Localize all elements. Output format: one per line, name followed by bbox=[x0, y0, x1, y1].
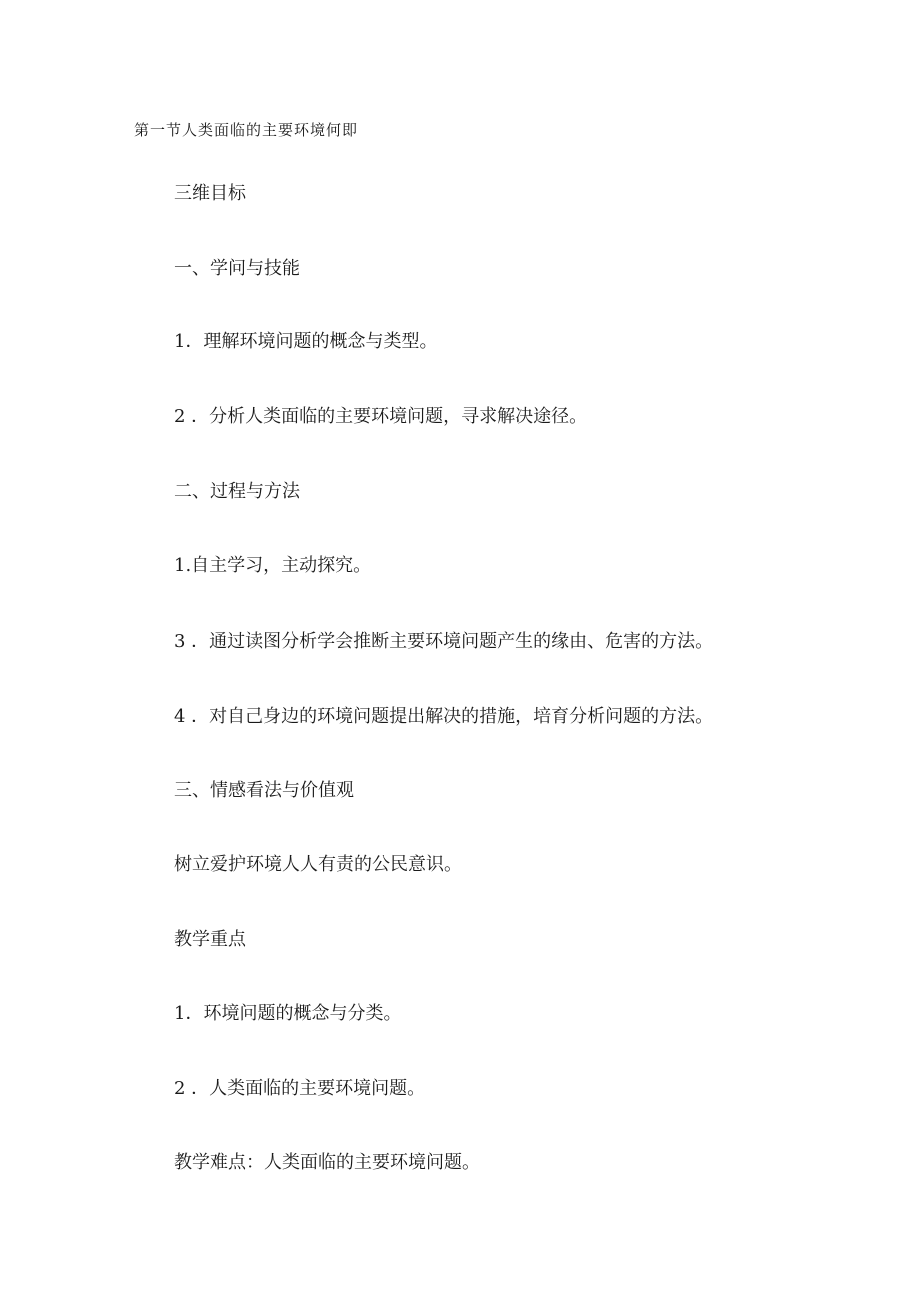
list-item: 3 ．通过读图分析学会推断主要环境问题产生的缘由、危害的方法。 bbox=[174, 631, 714, 652]
teaching-difficulty: 教学难点：人类面临的主要环境问题。 bbox=[174, 1152, 480, 1173]
section-process-method: 二、过程与方法 bbox=[174, 481, 300, 502]
list-item: 2 ．分析人类面临的主要环境问题，寻求解决途径。 bbox=[174, 406, 588, 427]
heading-teaching-focus: 教学重点 bbox=[174, 929, 246, 950]
list-item: 1．理解环境问题的概念与类型。 bbox=[174, 331, 438, 352]
heading-three-dimensional-goals: 三维目标 bbox=[174, 183, 246, 204]
list-item: 2 ．人类面临的主要环境问题。 bbox=[174, 1078, 426, 1099]
paragraph: 树立爱护环境人人有责的公民意识。 bbox=[174, 854, 462, 875]
document-title: 第一节人类面临的主要环境何即 bbox=[134, 121, 359, 139]
section-knowledge-skills: 一、学问与技能 bbox=[174, 258, 300, 279]
section-emotion-values: 三、情感看法与价值观 bbox=[174, 780, 354, 801]
list-item: 1．环境问题的概念与分类。 bbox=[174, 1003, 402, 1024]
list-item: 1.自主学习，主动探究。 bbox=[174, 555, 372, 576]
list-item: 4 ．对自己身边的环境问题提出解决的措施，培育分析问题的方法。 bbox=[174, 706, 714, 727]
